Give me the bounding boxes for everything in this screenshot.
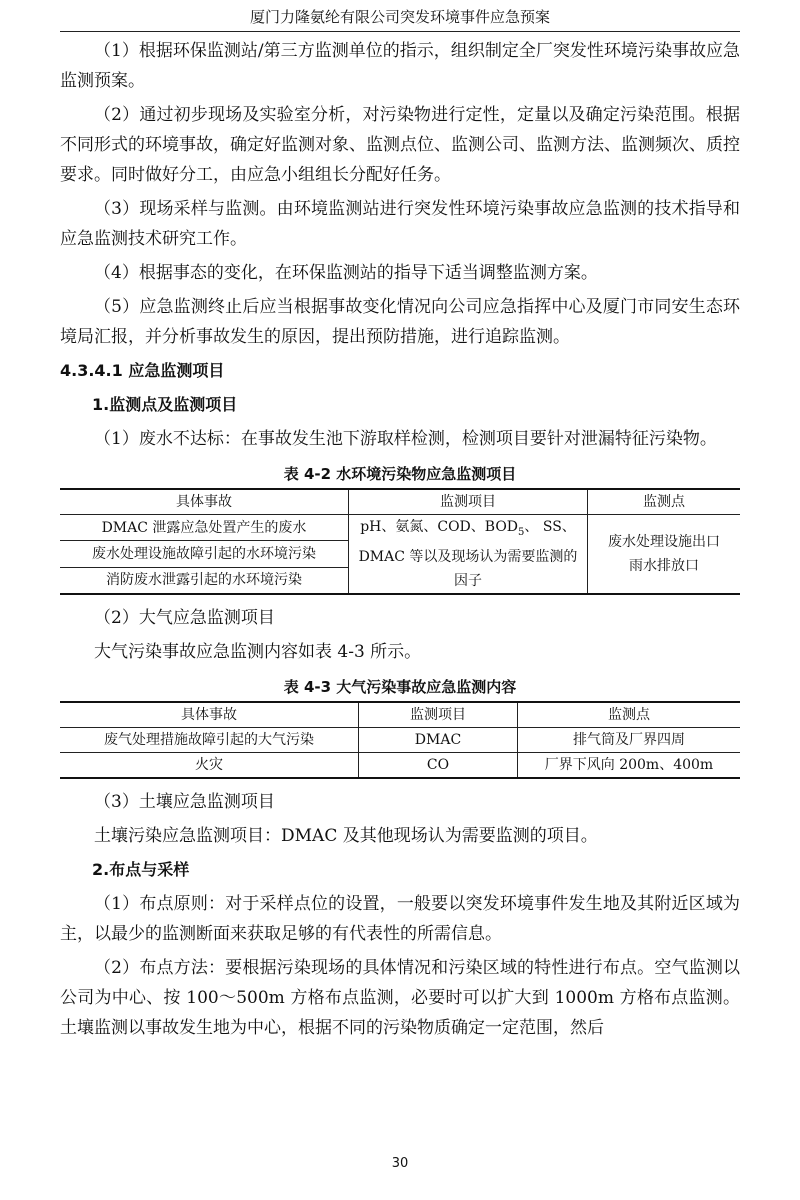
table-header-cell: 监测点 bbox=[518, 702, 741, 728]
table-4-3-caption: 表 4-3 大气污染事故应急监测内容 bbox=[283, 677, 517, 696]
table-row bbox=[60, 752, 740, 778]
table-header-row bbox=[60, 702, 740, 728]
table-cell-event: DMAC 泄露应急处置产生的废水 bbox=[60, 515, 349, 541]
table-cell-items bbox=[349, 515, 588, 594]
paragraph-wastewater: （1）废水不达标：在事故发生池下游取样检测，检测项目要针对泄漏特征污染物。 bbox=[94, 429, 717, 449]
table-row bbox=[60, 727, 740, 752]
table-cell: 厂界下风向 200m、400m bbox=[518, 752, 741, 778]
paragraph-air-heading: （2）大气应急监测项目 bbox=[94, 607, 275, 628]
table-cell-points bbox=[588, 515, 741, 594]
table-cell: DMAC bbox=[359, 727, 518, 752]
monitoring-point: 废水处理设施出口 bbox=[608, 533, 720, 550]
page-number: 30 bbox=[391, 1156, 409, 1171]
table-cell: 废气处理措施故障引起的大气污染 bbox=[60, 727, 359, 752]
table-header-cell: 具体事故 bbox=[60, 702, 359, 728]
table-row bbox=[60, 515, 740, 541]
table-header-cell: 监测点 bbox=[588, 489, 741, 515]
table-header-cell: 监测项目 bbox=[349, 489, 588, 515]
sub-heading-sampling: 2.布点与采样 bbox=[92, 859, 190, 879]
items-text: pH、氨氮、COD、BOD bbox=[360, 519, 519, 535]
paragraph-2: （2）通过初步现场及实验室分析，对污染物进行定性，定量以及确定污染范围。根据不同形式的环境事故，确定好监测对象、监测点位、监测公司、监测方法、监测频次、质控要求。同时做好分工，由应急小组组长分配好任务。 bbox=[60, 105, 740, 185]
items-subscript: 5 bbox=[518, 526, 525, 538]
table-header-row bbox=[60, 489, 740, 515]
table-cell-event: 废水处理设施故障引起的水环境污染 bbox=[60, 541, 349, 567]
items-text-rest: SS、DMAC 等以及现场认为需要监测的因子 bbox=[358, 519, 578, 589]
paragraph-soil: 土壤污染应急监测项目：DMAC 及其他现场认为需要监测的项目。 bbox=[94, 825, 598, 846]
sub-heading-monitoring-points: 1.监测点及监测项目 bbox=[92, 395, 238, 414]
table-cell: 火灾 bbox=[60, 752, 359, 778]
paragraph-5: （5）应急监测终止后应当根据事故变化情况向公司应急指挥中心及厦门市同安生态环境局汇报，并分析事故发生的原因，提出预防措施，进行追踪监测。 bbox=[60, 297, 740, 347]
monitoring-point: 雨水排放口 bbox=[629, 557, 699, 574]
paragraph-4: （4）根据事态的变化，在环保监测站的指导下适当调整监测方案。 bbox=[94, 263, 598, 283]
page-header: 厦门力隆氨纶有限公司突发环境事件应急预案 bbox=[249, 8, 550, 26]
paragraph-1: （1）根据环保监测站/第三方监测单位的指示，组织制定全厂突发性环境污染事故应急监测预案。 bbox=[60, 41, 740, 91]
table-4-3 bbox=[60, 701, 740, 779]
paragraph-soil-heading: （3）土壤应急监测项目 bbox=[94, 791, 275, 812]
paragraph-3: （3）现场采样与监测。由环境监测站进行突发性环境污染事故应急监测的技术指导和应急监测技术研究工作。 bbox=[60, 199, 740, 249]
section-heading: 4.3.4.1 应急监测项目 bbox=[60, 361, 225, 380]
paragraph-air: 大气污染事故应急监测内容如表 4-3 所示。 bbox=[94, 641, 422, 662]
paragraph-method: （2）布点方法：要根据污染现场的具体情况和污染区域的特性进行布点。空气监测以公司为中心、按 100～500m 方格布点监测，必要时可以扩大到 1000m 方格布点监测。土壤监测以事故发生地为中心，根据不同的污染物质确定一定范围，然后 bbox=[60, 957, 740, 1038]
table-4-2 bbox=[60, 488, 740, 595]
paragraph-principle: （1）布点原则：对于采样点位的设置，一般要以突发环境事件发生地及其附近区域为主，以最少的监测断面来获取足够的有代表性的所需信息。 bbox=[60, 893, 740, 944]
table-cell: 排气筒及厂界四周 bbox=[518, 727, 741, 752]
table-cell-event: 消防废水泄露引起的水环境污染 bbox=[60, 567, 349, 594]
table-cell: CO bbox=[359, 752, 518, 778]
table-4-2-caption: 表 4-2 水环境污染物应急监测项目 bbox=[283, 465, 517, 483]
table-header-cell: 监测项目 bbox=[359, 702, 518, 728]
table-header-cell: 具体事故 bbox=[60, 489, 349, 515]
items-text-separator: 、 bbox=[524, 519, 539, 535]
header-rule bbox=[60, 31, 740, 32]
document-body bbox=[60, 36, 740, 1047]
